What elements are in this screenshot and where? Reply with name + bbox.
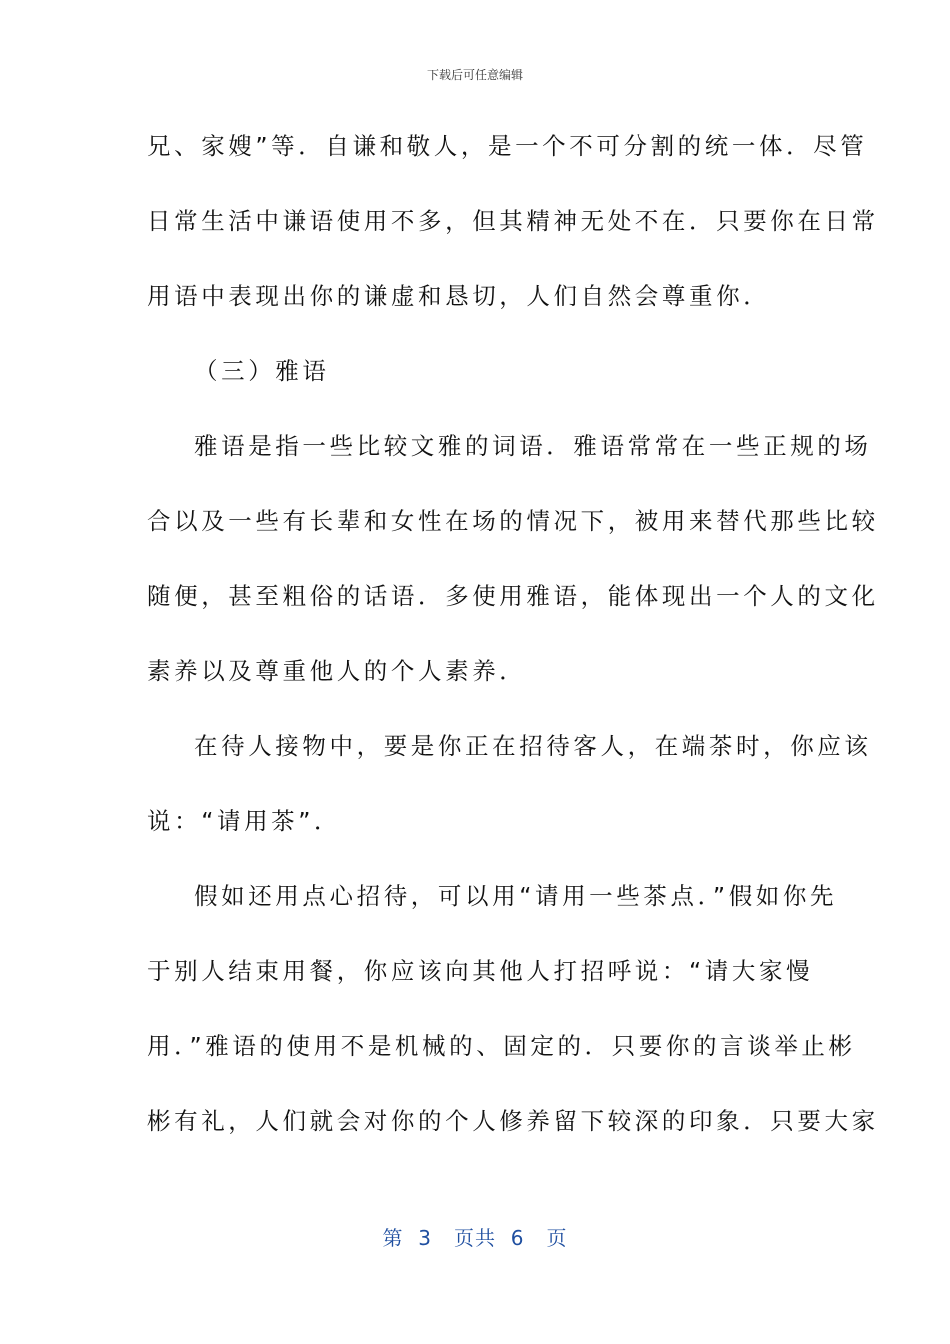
text-line: 合以及一些有长辈和女性在场的情况下，被用来替代那些比较 <box>147 507 879 535</box>
body-text <box>147 127 879 1177</box>
text-line: 随便，甚至粗俗的话语．多使用雅语，能体现出一个人的文化 <box>147 582 879 610</box>
text-line: 兄、家嫂”等．自谦和敬人，是一个不可分割的统一体．尽管 <box>147 132 868 160</box>
text-line: 用语中表现出你的谦虚和恳切，人们自然会尊重你． <box>147 282 771 310</box>
text-line: 彬有礼，人们就会对你的个人修养留下较深的印象．只要大家 <box>147 1107 879 1135</box>
text-line: 在待人接物中，要是你正在招待客人，在端茶时，你应该 <box>194 732 872 760</box>
text-line: 假如还用点心招待，可以用“请用一些茶点．”假如你先 <box>194 882 838 910</box>
text-line: 用．”雅语的使用不是机械的、固定的．只要你的言谈举止彬 <box>147 1032 856 1060</box>
text-line: 雅语是指一些比较文雅的词语．雅语常常在一些正规的场 <box>194 432 872 460</box>
text-line: 说：“请用茶”． <box>147 807 342 835</box>
text-line: 素养以及尊重他人的个人素养． <box>147 657 527 685</box>
header-note: 下载后可任意编辑 <box>426 68 523 82</box>
section-heading: （三）雅语 <box>194 357 330 385</box>
text-line: 日常生活中谦语使用不多，但其精神无处不在．只要你在日常 <box>147 207 879 235</box>
page-number-footer: 第 3 页共 6 页 <box>382 1226 568 1250</box>
text-line: 于别人结束用餐，你应该向其他人打招呼说：“请大家慢 <box>147 957 814 985</box>
